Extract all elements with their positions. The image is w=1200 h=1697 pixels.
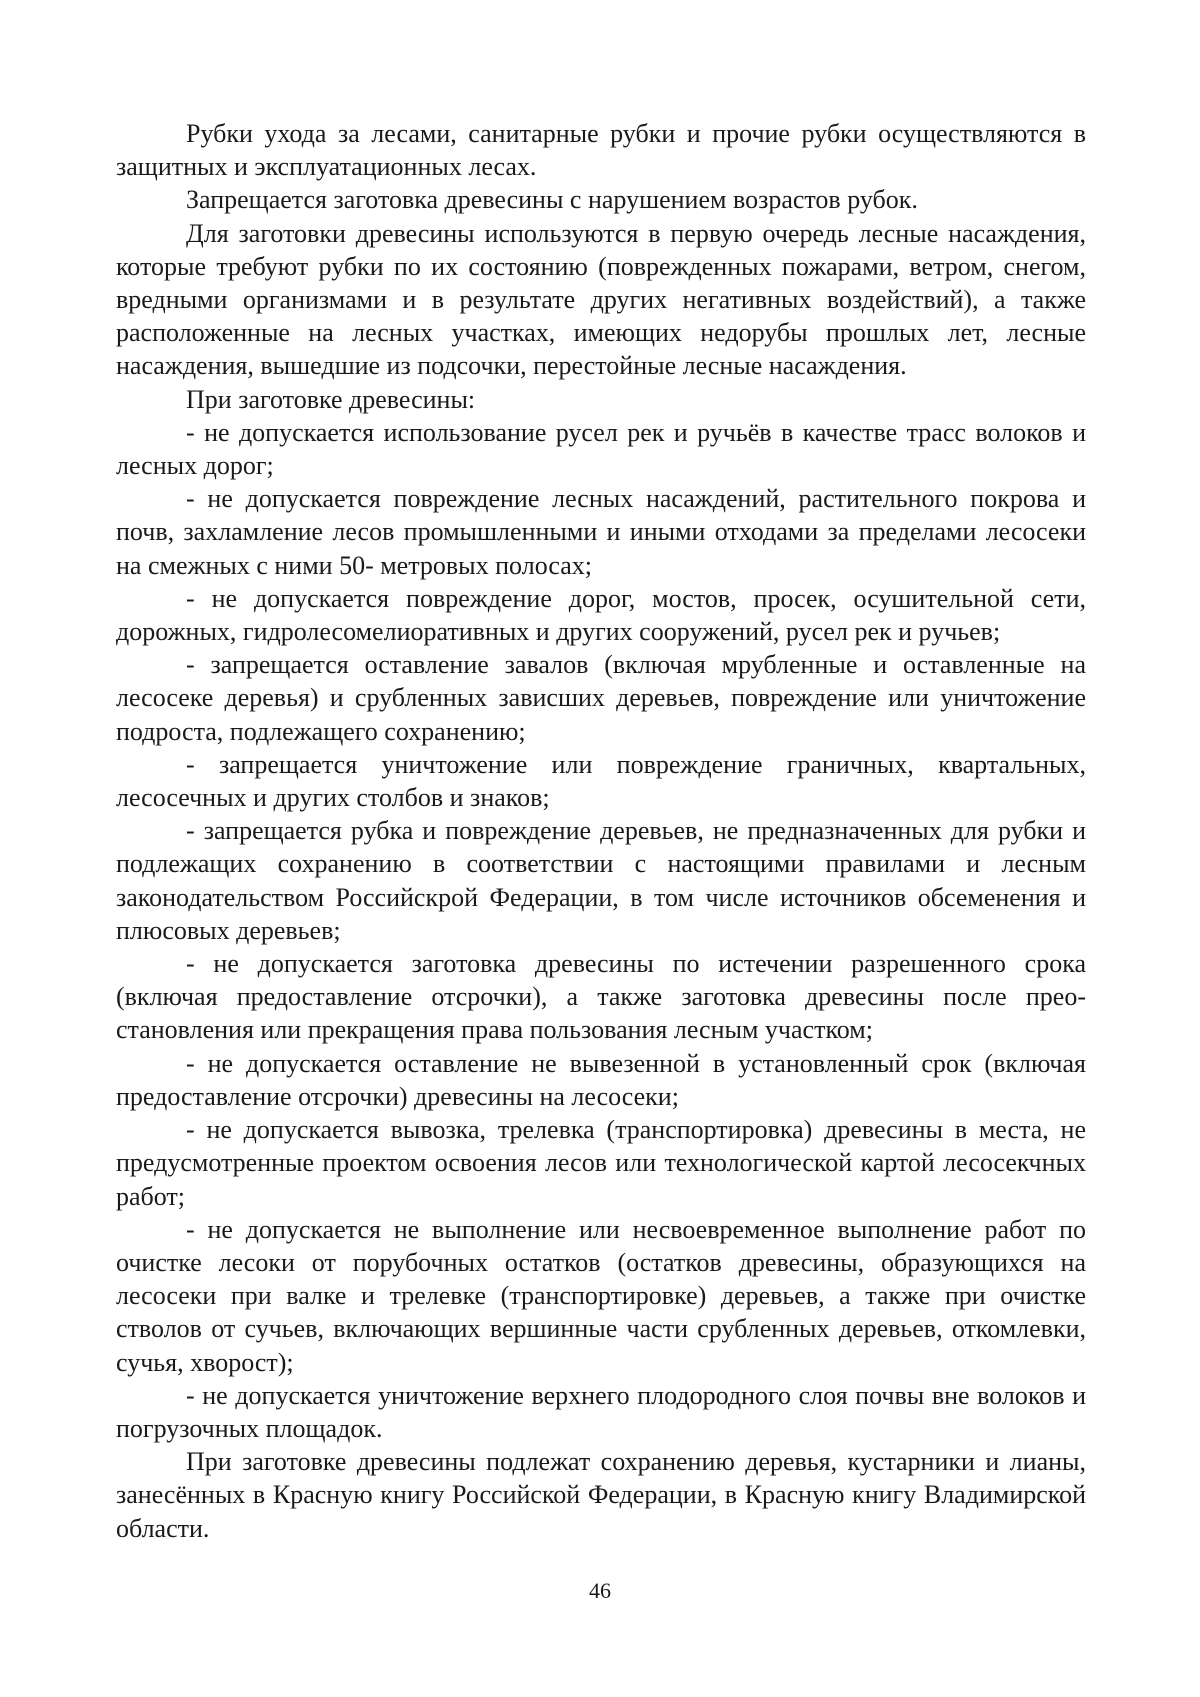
list-item: - не допускается вывозка, трелевка (транспортировка) древесины в места, не предусмотренные проектом освоения лесов или технологической картой лесосекчных работ; — [116, 1115, 1086, 1211]
paragraph: Для заготовки древесины используются в первую очередь лесные насаждения, которые требуют рубки по их состоянию (поврежденных пожарами, ветром, снегом, вредными организмами и в результате других негативных воздействий), а также расположенные на лесных участках, имеющих недорубы прошлых лет, лесные насаждения, вышедшие из подсочки, перестойные лесные насаждения. — [116, 218, 1086, 381]
list-item: - не допускается заготовка древесины по истечении разрешенного срока (включая предоставление отсрочки), а также заготовка древесины после преостановления или прекращения права пользования лесным участком; — [116, 949, 1086, 1045]
list-item: - не допускается уничтожение верхнего плодородного слоя почвы вне волоков и погрузочных площадок. — [116, 1380, 1086, 1443]
list-item: - не допускается использование русел рек и ручьёв в качестве трасс волоков и лесных дорог; — [116, 417, 1086, 481]
paragraph: При заготовке древесины: — [186, 384, 476, 414]
document-body — [116, 117, 1086, 1545]
list-item: - запрещается рубка и повреждение деревьев, не предназначенных для рубки и подлежащих сохранению в соответствии с настоящими правилами и лесным законодательством Российскрой Федерации, в том числе источников обсеменения и плюсовых деревьев; — [116, 816, 1086, 945]
list-item: - запрещается оставление завалов (включая мрубленные и оставленные на лесосеке деревья) и срубленных зависших деревьев, повреждение или уничтожение подроста, подлежащего сохранению; — [116, 650, 1086, 746]
list-item: - не допускается повреждение лесных насаждений, растительного покрова и почв, захламление лесов промышленными и иными отходами за пределами лесосеки на смежных с ними 50- метровых полосах; — [116, 484, 1086, 580]
paragraph: При заготовке древесины подлежат сохранению деревья, кустарники и лианы, занесённых в Красную книгу Российской Федерации, в Красную книгу Владимирской области. — [116, 1447, 1086, 1543]
list-item: - не допускается повреждение дорог, мостов, просек, осушительной сети, дорожных, гидролесомелиоративных и других сооружений, русел рек и ручьев; — [116, 583, 1086, 647]
list-item: - не допускается оставление не вывезенной в установленный срок (включая предоставление отсрочки) древесины на лесосеки; — [116, 1048, 1086, 1111]
paragraph: Запрещается заготовка древесины с нарушением возрастов рубок. — [186, 185, 918, 215]
list-item: - запрещается уничтожение или повреждение граничных, квартальных, лесосечных и других столбов и знаков; — [116, 749, 1086, 813]
paragraph: Рубки ухода за лесами, санитарные рубки и прочие рубки осуществляются в защитных и эксплуатационных лесах. — [116, 119, 1086, 182]
page-number: 46 — [589, 1578, 611, 1603]
list-item: - не допускается не выполнение или несвоевременное выполнение работ по очистке лесоки от порубочных остатков (остатков древесины, образующихся на лесосеки при валке и трелевке (транспортировке) деревьев, а также при очистке стволов от сучьев, включающих вершинные части срубленных деревьев, откомлевки, сучья, хворост); — [116, 1214, 1086, 1377]
